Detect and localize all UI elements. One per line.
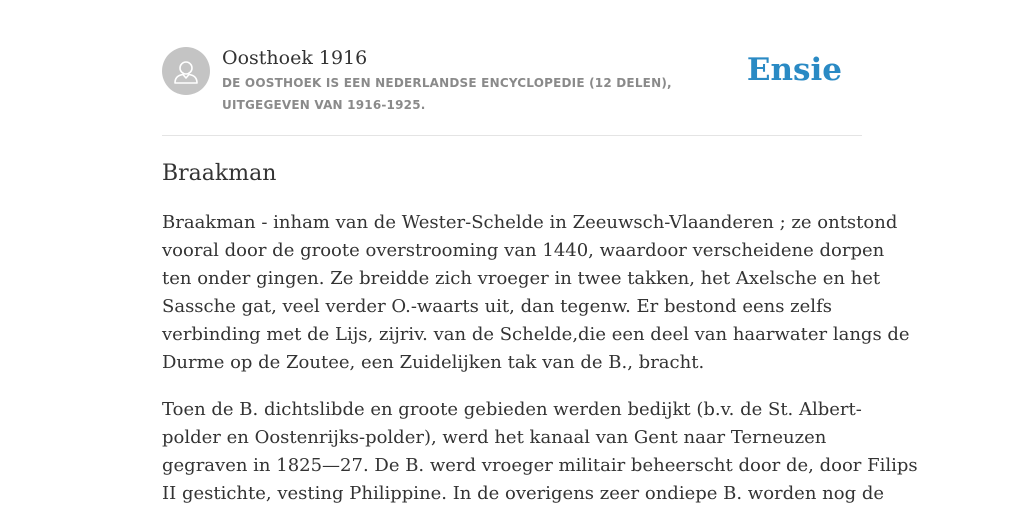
user-icon <box>162 47 210 95</box>
paragraph-line: Braakman - inham van de Wester-Schelde in Zeeuwsch-Vlaanderen ; ze ontstond <box>162 212 898 233</box>
article <box>162 158 918 512</box>
article-paragraph <box>162 209 910 377</box>
paragraph-line: Durme op de Zoutee, een Zuidelijken tak van de B., bracht. <box>162 352 705 373</box>
source-header <box>162 46 862 136</box>
article-title: Braakman <box>162 161 277 186</box>
paragraph-line: polder en Oostenrijks-polder), werd het kanaal van Gent naar Terneuzen <box>162 427 827 448</box>
paragraph-line: verbinding met de Lijs, zijriv. van de Schelde,die een deel van haarwater langs de <box>162 324 910 345</box>
paragraph-line: Toen de B. dichtslibde en groote gebieden werden bedijkt (b.v. de St. Albert- <box>162 399 862 420</box>
source-description: DE OOSTHOEK IS EEN NEDERLANDSE ENCYCLOPEDIE (12 DELEN), UITGEGEVEN VAN 1916-1925. <box>222 76 672 112</box>
paragraph-line: Sassche gat, veel verder O.-waarts uit, dan tegenw. Er bestond eens zelfs <box>162 296 832 317</box>
ensie-logo[interactable]: Ensie <box>746 52 842 88</box>
article-paragraph <box>162 396 918 508</box>
source-title[interactable]: Oosthoek 1916 <box>222 47 368 69</box>
paragraph-line: II gestichte, vesting Philippine. In de overigens zeer ondiepe B. worden nog de <box>162 483 884 504</box>
paragraph-line: vooral door de groote overstrooming van 1440, waardoor verscheidene dorpen <box>162 240 885 261</box>
paragraph-line: ten onder gingen. Ze breidde zich vroeger in twee takken, het Axelsche en het <box>162 268 881 289</box>
source-avatar[interactable] <box>162 47 210 95</box>
header-divider <box>162 135 862 136</box>
paragraph-line: gegraven in 1825—27. De B. werd vroeger militair beheerscht door de, door Filips <box>162 455 918 476</box>
